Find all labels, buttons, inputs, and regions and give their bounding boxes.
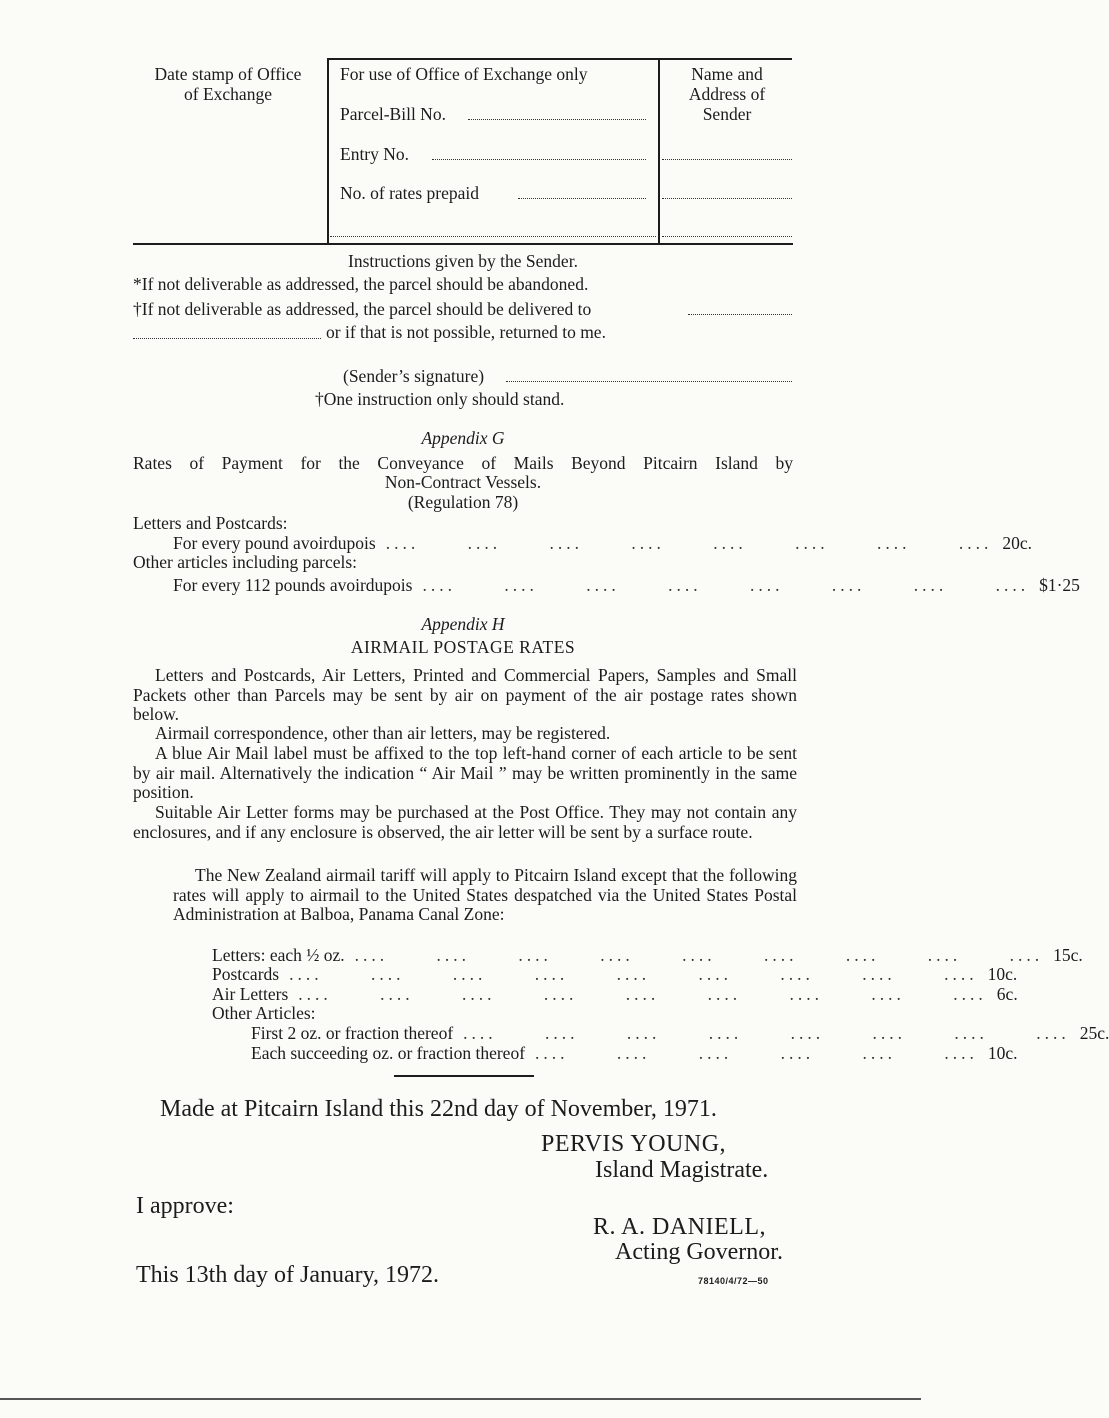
magistrate-name: PERVIS YOUNG, xyxy=(541,1131,727,1157)
sender-field-3[interactable] xyxy=(662,236,792,237)
rate-label: Each succeeding oz. or fraction thereof xyxy=(251,1043,526,1063)
airmail-para-4: Suitable Air Letter forms may be purchased at the Post Office. They may not contain any enclosures, and if any enclosure is observed, the air letter will be sent by a surface route. xyxy=(133,802,797,842)
instruction-deliver: †If not deliverable as addressed, the parcel should be delivered to xyxy=(133,299,592,319)
instruction-abandon: *If not deliverable as addressed, the parcel should be abandoned. xyxy=(133,274,589,294)
instructions-heading: Instructions given by the Sender. xyxy=(348,251,578,271)
rate-value: 25c. xyxy=(1079,1023,1109,1043)
section-divider xyxy=(394,1075,534,1077)
appendix-g-title: Appendix G xyxy=(421,428,505,448)
leader-dots: .... .... .... .... .... .... .... .... .... xyxy=(354,945,1044,965)
airmail-para-1: Letters and Postcards, Air Letters, Printed and Commercial Papers, Samples and Small Packets other than Parcels may be sent by air on payment of the air postage rates shown below. xyxy=(133,665,797,725)
parcel-bill-label: Parcel-Bill No. xyxy=(340,104,446,124)
rates-prepaid-field[interactable] xyxy=(518,198,646,199)
rate-row-letters xyxy=(212,945,1083,965)
rate-label: First 2 oz. or fraction thereof xyxy=(251,1023,454,1043)
date-stamp-heading xyxy=(133,64,323,104)
leader-dots: .... .... .... .... .... .... .... .... xyxy=(385,533,993,553)
sender-signature-field[interactable] xyxy=(506,381,792,382)
rate-value: $1·25 xyxy=(1039,575,1080,595)
table-bottom-rule xyxy=(133,243,793,245)
leader-dots: .... .... .... .... .... .... .... .... xyxy=(463,1023,1070,1043)
sender-signature-label: (Sender’s signature) xyxy=(343,366,485,386)
letters-postcards-heading: Letters and Postcards: xyxy=(133,513,288,533)
leader-dots: .... .... .... .... .... .... .... .... xyxy=(422,575,1030,595)
rate-row-each-succeeding xyxy=(251,1043,1018,1063)
instruction-return: or if that is not possible, returned to me. xyxy=(326,322,606,342)
sender-heading-line1: Name and xyxy=(691,64,763,84)
appendix-h-heading: AIRMAIL POSTAGE RATES xyxy=(350,637,576,657)
rate-value: 6c. xyxy=(996,984,1018,1004)
other-articles-label: Other Articles: xyxy=(212,1003,316,1023)
deliver-to-field-2[interactable] xyxy=(133,338,321,339)
appendix-g-heading-line2: Non-Contract Vessels. xyxy=(384,472,542,492)
rate-value: 10c. xyxy=(987,964,1018,984)
rate-value: 15c. xyxy=(1053,945,1083,965)
leader-dots: .... .... .... .... .... .... .... .... .... xyxy=(289,964,978,984)
date-stamp-line1: Date stamp of Office xyxy=(154,64,302,84)
rate-label: Postcards xyxy=(212,964,280,984)
other-articles-heading: Other articles including parcels: xyxy=(133,552,358,572)
sender-heading-line3: Sender xyxy=(702,104,752,124)
sender-heading xyxy=(662,64,792,124)
appendix-g-regulation: (Regulation 78) xyxy=(407,492,519,512)
rate-row-112-pounds xyxy=(173,575,1080,595)
instruction-note: †One instruction only should stand. xyxy=(315,389,565,409)
rate-label: Letters: each ½ oz. xyxy=(212,945,345,965)
sender-field-1[interactable] xyxy=(662,159,792,160)
deliver-to-field[interactable] xyxy=(688,314,792,315)
airmail-para-5: The New Zealand airmail tariff will apply to Pitcairn Island except that the following rates will apply to airmail to the United States despatched via the United States Postal Administration at Balboa, Panama Canal Zone: xyxy=(173,865,797,925)
date-stamp-line2: of Exchange xyxy=(184,84,272,104)
made-at-statement: Made at Pitcairn Island this 22nd day of November, 1971. xyxy=(160,1096,717,1122)
governor-title: Acting Governor. xyxy=(615,1239,783,1265)
leader-dots: .... .... .... .... .... .... .... .... .... xyxy=(298,984,987,1004)
table-divider-left xyxy=(327,58,329,244)
airmail-para-3: A blue Air Mail label must be affixed to the top left-hand corner of each article to be sent by air mail. Alternatively the indication “ Air Mail ” may be written prominently in the same position. xyxy=(133,743,797,803)
appendix-g-heading-line1: Rates of Payment for the Conveyance of Mails Beyond Pitcairn Island by xyxy=(133,453,793,473)
magistrate-title: Island Magistrate. xyxy=(595,1157,769,1183)
rate-value: 10c. xyxy=(987,1043,1018,1063)
rate-value: 20c. xyxy=(1002,533,1032,553)
table-top-rule xyxy=(327,58,792,60)
entry-field[interactable] xyxy=(432,159,646,160)
appendix-h-title: Appendix H xyxy=(421,614,505,634)
approval-date: This 13th day of January, 1972. xyxy=(136,1262,440,1288)
rate-row-pound xyxy=(173,533,1032,553)
rate-label: For every 112 pounds avoirdupois xyxy=(173,575,413,595)
leader-dots: .... .... .... .... .... .... xyxy=(535,1043,978,1063)
office-exchange-heading: For use of Office of Exchange only xyxy=(340,64,588,84)
page-bottom-rule xyxy=(0,1398,921,1400)
office-extra-field[interactable] xyxy=(330,236,656,237)
parcel-bill-field[interactable] xyxy=(468,119,646,120)
rate-row-air-letters xyxy=(212,984,1018,1004)
airmail-para-2: Airmail correspondence, other than air letters, may be registered. xyxy=(155,723,611,743)
rate-row-first-2oz xyxy=(251,1023,1109,1043)
governor-name: R. A. DANIELL, xyxy=(593,1214,766,1240)
sender-field-2[interactable] xyxy=(662,198,792,199)
rate-label: Air Letters xyxy=(212,984,289,1004)
sender-heading-line2: Address of xyxy=(688,84,766,104)
approve-label: I approve: xyxy=(136,1193,234,1219)
rate-label: For every pound avoirdupois xyxy=(173,533,376,553)
table-divider-right xyxy=(658,58,660,244)
rate-row-postcards xyxy=(212,964,1018,984)
rates-prepaid-label: No. of rates prepaid xyxy=(340,183,479,203)
entry-label: Entry No. xyxy=(340,144,410,164)
print-code: 78140/4/72—50 xyxy=(698,1276,769,1286)
